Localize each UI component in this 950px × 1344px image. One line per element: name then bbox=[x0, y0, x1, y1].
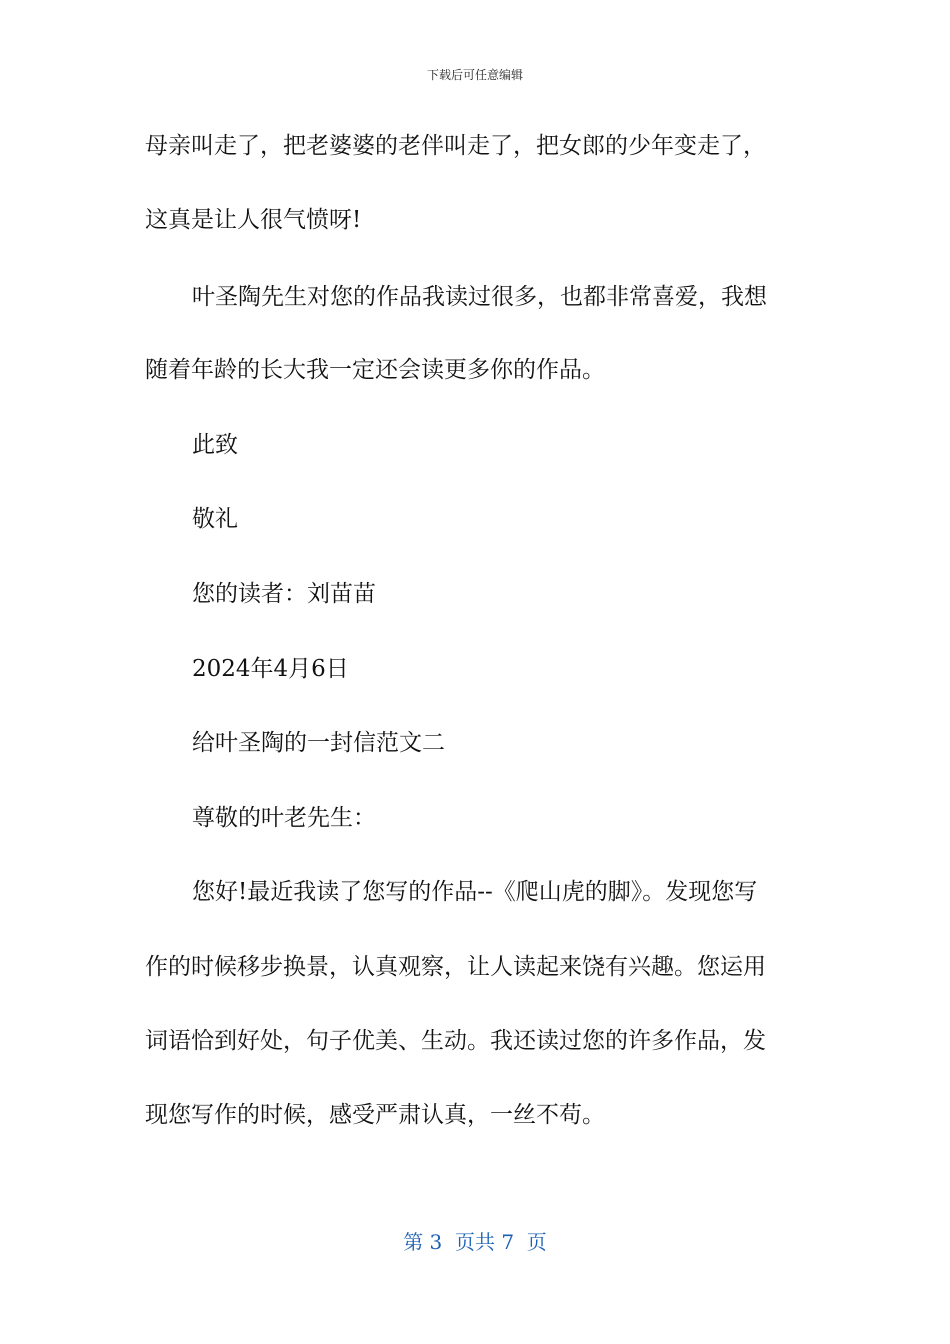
body-line: 母亲叫走了，把老婆婆的老伴叫走了，把女郎的少年变走了， bbox=[145, 133, 766, 159]
body-line: 叶圣陶先生对您的作品我读过很多，也都非常喜爱，我想 bbox=[192, 284, 767, 310]
page-header: 下载后可任意编辑 bbox=[426, 68, 523, 82]
body-line: 现您写作的时候，感受严肃认真，一丝不苟。 bbox=[145, 1102, 605, 1128]
body-line: 您好!最近我读了您写的作品--《爬山虎的脚》。发现您写 bbox=[192, 879, 758, 905]
body-line: 作的时候移步换景，认真观察，让人读起来饶有兴趣。您运用 bbox=[145, 954, 766, 980]
section-title: 给叶圣陶的一封信范文二 bbox=[192, 730, 445, 756]
body-line: 词语恰到好处，句子优美、生动。我还读过您的许多作品，发 bbox=[145, 1028, 766, 1054]
date-line: 2024年4月6日 bbox=[192, 656, 349, 682]
page-number-footer: 第 3 页共 7 页 bbox=[403, 1230, 547, 1254]
body-line: 这真是让人很气愤呀! bbox=[145, 207, 362, 233]
body-line: 随着年龄的长大我一定还会读更多你的作品。 bbox=[145, 357, 605, 383]
greeting-line: 尊敬的叶老先生： bbox=[192, 805, 376, 831]
signature-line: 您的读者：刘苗苗 bbox=[192, 581, 376, 607]
salutation-line: 敬礼 bbox=[192, 506, 238, 532]
closing-line: 此致 bbox=[192, 432, 238, 458]
